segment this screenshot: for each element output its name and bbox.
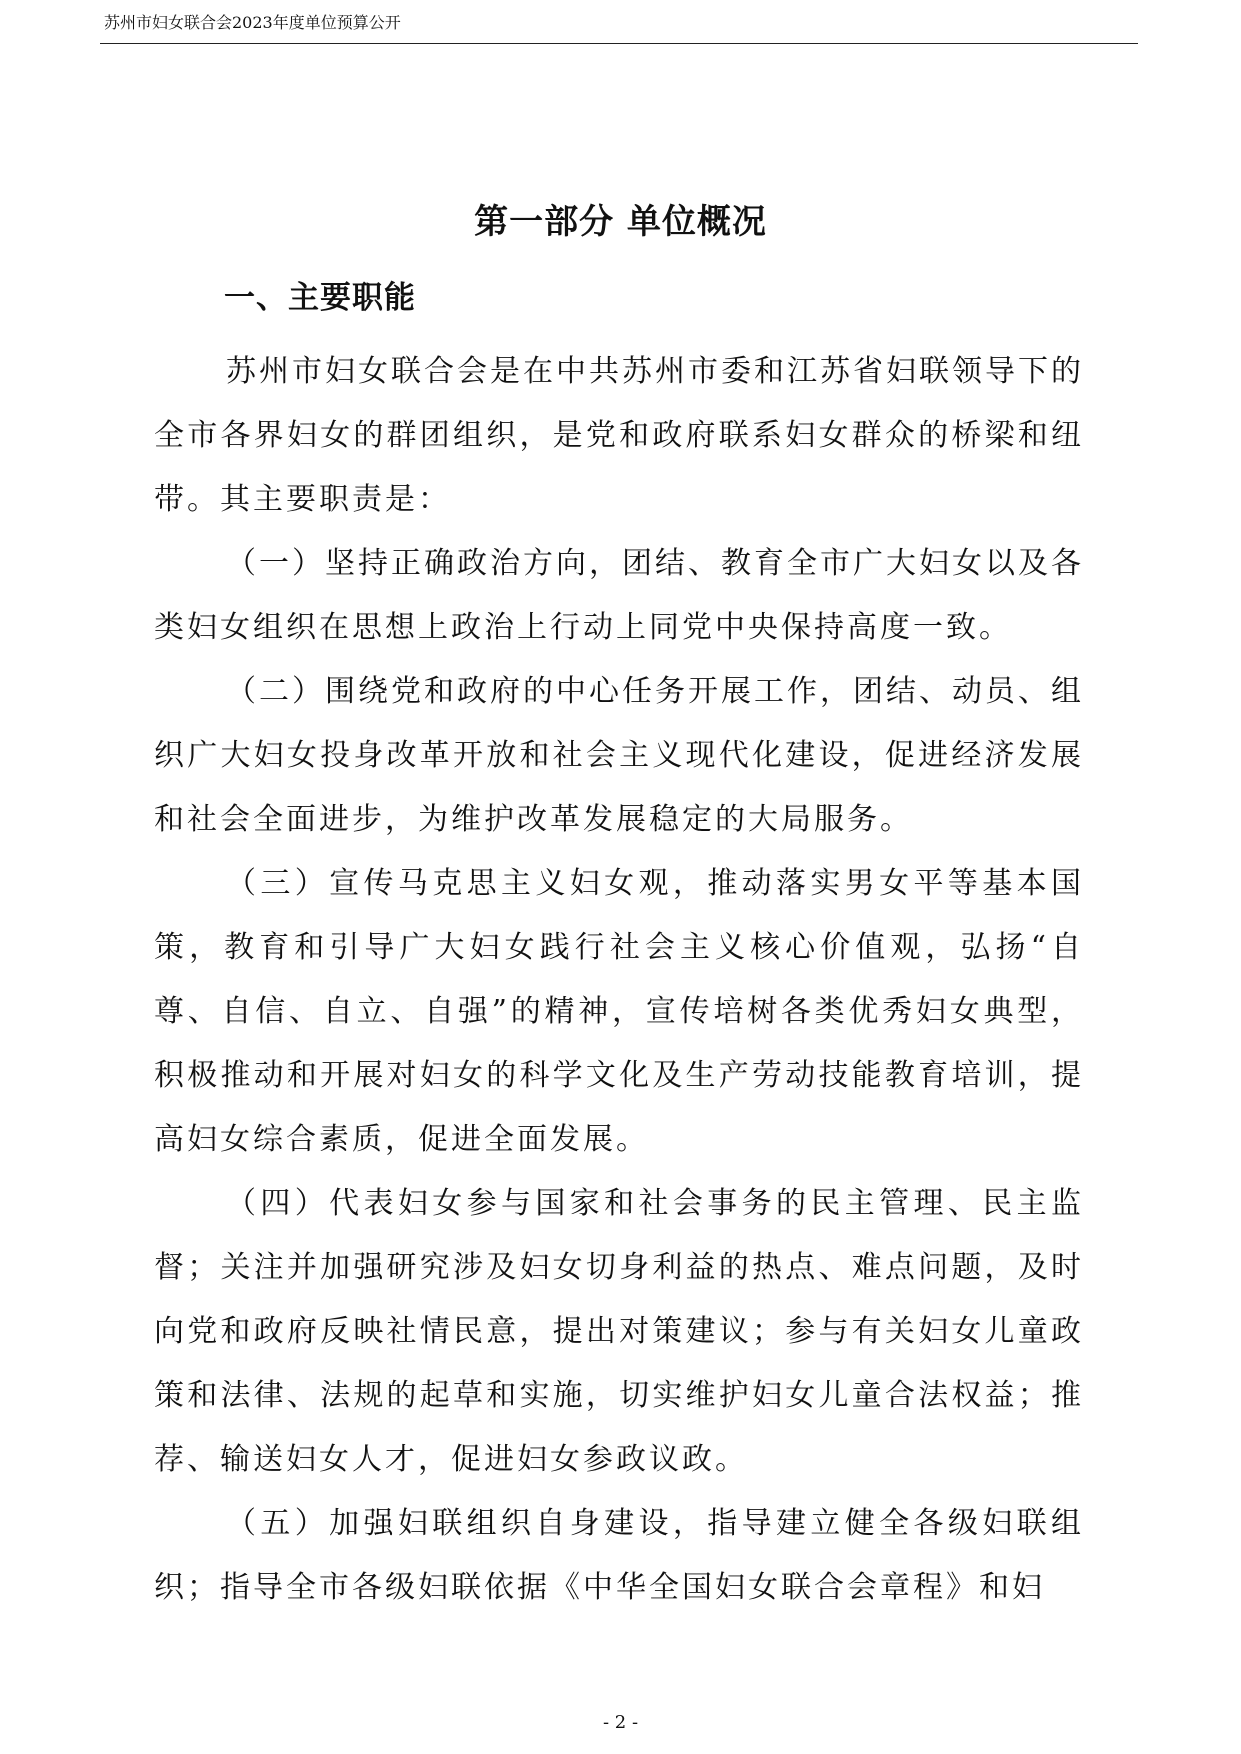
paragraph-duty-4: （四）代表妇女参与国家和社会事务的民主管理、民主监督；关注并加强研究涉及妇女切身利益的热点、难点问题，及时向党和政府反映社情民意，提出对策建议；参与有关妇女儿童政策和法律、法规的起草和实施，切实维护妇女儿童合法权益；推荐、输送妇女人才，促进妇女参政议政。 — [154, 1186, 1084, 1477]
running-header: 苏州市妇女联合会2023年度单位预算公开 — [104, 13, 401, 32]
paragraph-intro: 苏州市妇女联合会是在中共苏州市委和江苏省妇联领导下的全市各界妇女的群团组织，是党和政府联系妇女群众的桥梁和纽带。其主要职责是： — [154, 354, 1084, 517]
header-divider — [100, 43, 1138, 44]
body-text — [154, 340, 1084, 1620]
page-number: - 2 - — [602, 1712, 639, 1733]
paragraph-duty-3: （三）宣传马克思主义妇女观，推动落实男女平等基本国策，教育和引导广大妇女践行社会主义核心价值观，弘扬“自尊、自信、自立、自强”的精神，宣传培树各类优秀妇女典型，积极推动和开展对妇女的科学文化及生产劳动技能教育培训，提高妇女综合素质，促进全面发展。 — [154, 866, 1084, 1157]
paragraph-duty-1: （一）坚持正确政治方向，团结、教育全市广大妇女以及各类妇女组织在思想上政治上行动上同党中央保持高度一致。 — [154, 546, 1084, 645]
paragraph-duty-5: （五）加强妇联组织自身建设，指导建立健全各级妇联组织；指导全市各级妇联依据《中华全国妇女联合会章程》和妇 — [154, 1506, 1084, 1605]
part-title: 第一部分 单位概况 — [474, 202, 767, 242]
paragraph-duty-2: （二）围绕党和政府的中心任务开展工作，团结、动员、组织广大妇女投身改革开放和社会主义现代化建设，促进经济发展和社会全面进步，为维护改革发展稳定的大局服务。 — [154, 674, 1084, 837]
section-heading: 一、主要职能 — [224, 280, 416, 316]
